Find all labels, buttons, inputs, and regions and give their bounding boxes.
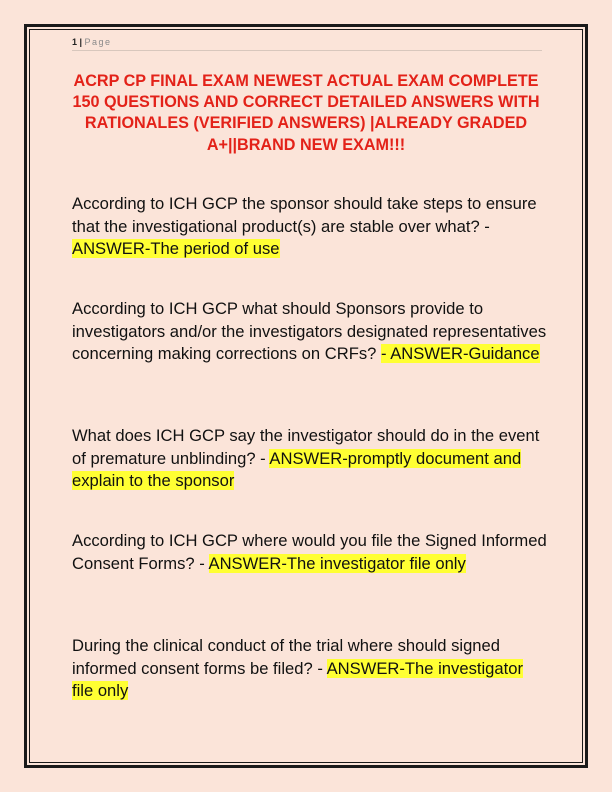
page-header (72, 36, 542, 51)
answer-text: ANSWER-The period of use (72, 239, 280, 258)
qa-item (72, 635, 548, 703)
qa-item (72, 193, 548, 261)
page-separator: | (77, 37, 85, 47)
page-number: 1 (72, 37, 78, 47)
question-text: What does ICH GCP say the investigator should do in the event of premature unblinding? - (72, 426, 540, 468)
answer-text: ANSWER-The investigator file only (72, 658, 523, 700)
question-text: According to ICH GCP where would you file the Signed Informed Consent Forms? - (72, 531, 547, 573)
answer-text: - ANSWER-Guidance (380, 344, 540, 363)
qa-item (72, 425, 548, 493)
document-title: ACRP CP FINAL EXAM NEWEST ACTUAL EXAM COMPLETE 150 QUESTIONS AND CORRECT DETAILED ANSWERS WITH RATIONALES (VERIFIED ANSWERS) |ALREADY GRADED A+||BRAND NEW EXAM!!! (72, 72, 540, 154)
qa-item (72, 298, 548, 366)
question-text: According to ICH GCP what should Sponsors provide to investigators and/or the investigators designated representatives concerning making corrections on CRFs? (72, 299, 547, 363)
qa-item (72, 530, 548, 575)
answer-text: ANSWER-The investigator file only (208, 553, 466, 573)
page-label: Page (84, 37, 112, 47)
answer-text: ANSWER-promptly document and explain to the sponsor (72, 448, 522, 490)
question-text: According to ICH GCP the sponsor should take steps to ensure that the investigational product(s) are stable over what? - (72, 194, 537, 236)
question-text: During the clinical conduct of the trial where should signed informed consent forms be filed? - (72, 636, 500, 678)
